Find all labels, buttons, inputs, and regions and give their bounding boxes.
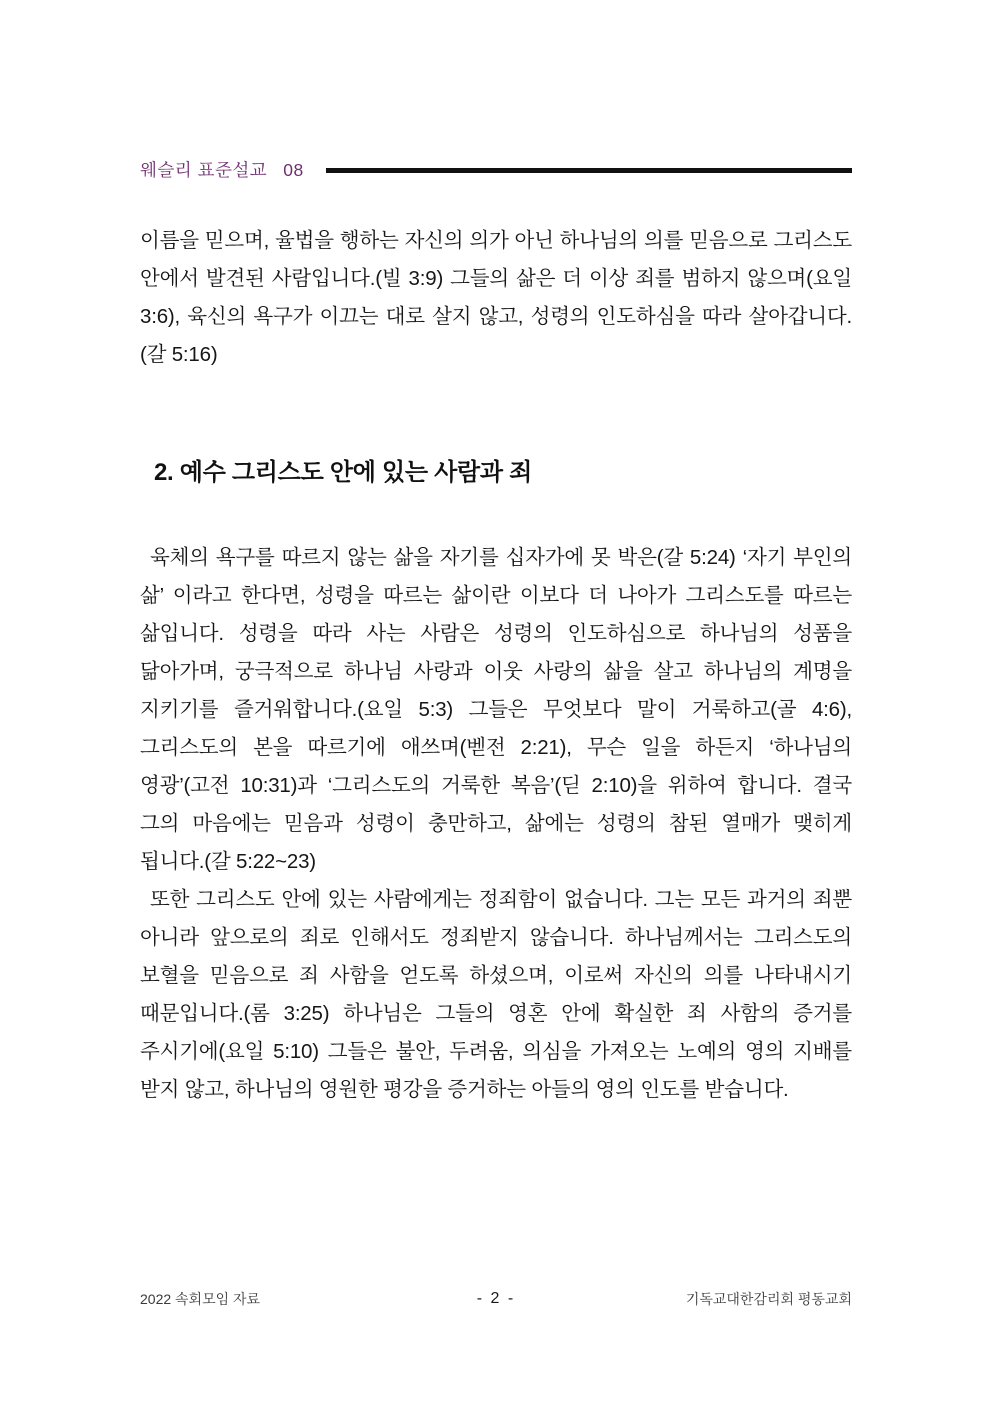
footer-page-number: - 2 - — [476, 1290, 516, 1307]
paragraph-body-2: 또한 그리스도 안에 있는 사람에게는 정죄함이 없습니다. 그는 모든 과거의 죄뿐 아니라 앞으로의 죄로 인해서도 정죄받지 않습니다. 하나님께서는 그리스도의 보혈을 믿음으로 죄 사함을 얻도록 하셨으며, 이로써 자신의 의를 나타내시기 때문입니다.(롬 3:25) 하나님은 그들의 영혼 안에 확실한 죄 사함의 증거를 주시기에(요일 5:10) 그들은 불안, 두려움, 의심을 가져오는 노예의 영의 지배를 받지 않고, 하나님의 영원한 평강을 증거하는 아들의 영의 인도를 받습니다. — [140, 888, 852, 1101]
page-content — [140, 222, 852, 1109]
header-series-number: 08 — [283, 159, 304, 180]
paragraph-intro: 이름을 믿으며, 율법을 행하는 자신의 의가 아닌 하나님의 의를 믿음으로 그리스도 안에서 발견된 사람입니다.(빌 3:9) 그들의 삶은 더 이상 죄를 범하지 않으며(요일 3:6), 육신의 욕구가 이끄는 대로 살지 않고, 성령의 인도하심을 따라 살아갑니다.(갈 5:16) — [140, 229, 852, 366]
spacer — [140, 374, 852, 452]
page-footer — [140, 1288, 852, 1310]
spacer — [140, 487, 852, 539]
section-heading-2: 2. 예수 그리스도 안에 있는 사람과 죄 — [154, 459, 532, 486]
footer-right-text: 기독교대한감리회 평동교회 — [685, 1291, 852, 1307]
paragraph-body-1: 육체의 욕구를 따르지 않는 삶을 자기를 십자가에 못 박은(갈 5:24) ‘자기 부인의 삶’ 이라고 한다면, 성령을 따르는 삶이란 이보다 더 나아가 그리스도를 따르는 삶입니다. 성령을 따라 사는 사람은 성령의 인도하심으로 하나님의 성품을 닮아가며, 궁극적으로 하나님 사랑과 이웃 사랑의 삶을 살고 하나님의 계명을 지키기를 즐거워합니다.(요일 5:3) 그들은 무엇보다 말이 거룩하고(골 4:6), 그리스도의 본을 따르기에 애쓰며(벧전 2:21), 무슨 일을 하든지 ‘하나님의 영광’(고전 10:31)과 ‘그리스도의 거룩한 복음’(딛 2:10)을 위하여 합니다. 결국 그의 마음에는 믿음과 성령이 충만하고, 삶에는 성령의 참된 열매가 맺히게 됩니다.(갈 5:22~23) — [140, 546, 852, 873]
footer-left-text: 2022 속회모임 자료 — [140, 1291, 261, 1307]
header-series-title: 웨슬리 표준설교 08 — [140, 159, 304, 180]
page-header — [140, 152, 852, 186]
header-rule — [326, 168, 852, 173]
